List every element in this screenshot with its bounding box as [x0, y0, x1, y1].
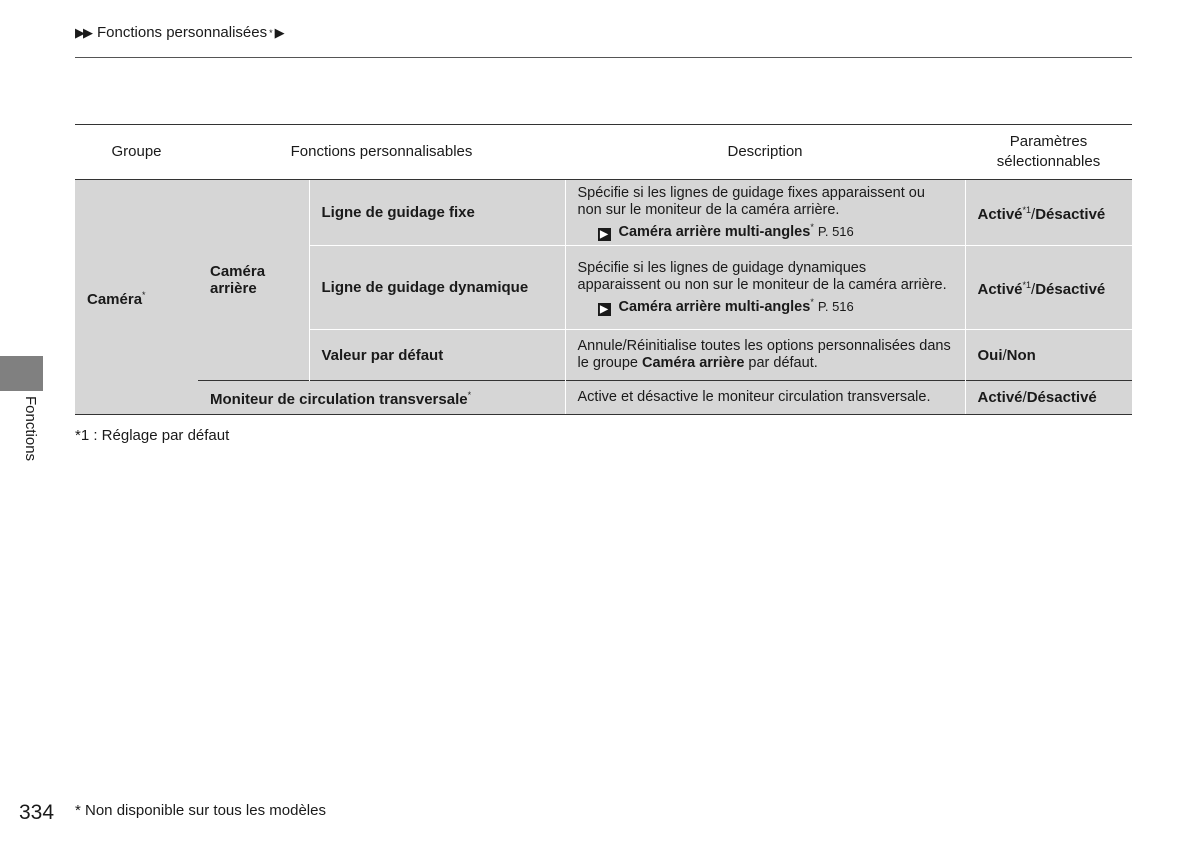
availability-star: *: [142, 289, 146, 300]
params-cell: [965, 246, 1132, 330]
function-label: Valeur par défaut: [321, 346, 444, 364]
description-cell: [565, 180, 965, 246]
params-cell: [965, 180, 1132, 246]
param-separator: /: [1031, 206, 1036, 223]
group-cell: [75, 180, 198, 415]
param-option-a: Activé: [977, 389, 1023, 406]
param-separator: /: [1022, 389, 1027, 406]
table-row: [75, 180, 1132, 246]
availability-note: * Non disponible sur tous les modèles: [75, 802, 326, 819]
params-cell: [965, 330, 1132, 381]
header-rule: [75, 57, 1132, 58]
group-label: Caméra: [87, 290, 143, 308]
header-group: Groupe: [75, 125, 198, 180]
function-label: Ligne de guidage dynamique: [321, 279, 529, 296]
section-tab-label: Fonctions: [22, 396, 39, 462]
subgroup-label: Caméra arrière: [210, 263, 266, 297]
params-cell: [965, 381, 1132, 415]
table-header-row: [75, 125, 1132, 180]
availability-star: *: [269, 27, 273, 38]
description-text: Spécifie si les lignes de guidage fixes apparaissent ou non sur le moniteur de la caméra arrière.: [577, 184, 925, 218]
section-tab-marker: [0, 356, 43, 391]
footnote: *1 : Réglage par défaut: [75, 427, 230, 444]
header-description: Description: [565, 125, 965, 180]
function-cell: [309, 180, 565, 246]
description-text: Active et désactive le moniteur circulation transversale.: [577, 389, 931, 405]
reference-label: Caméra arrière multi-angles: [618, 223, 811, 240]
cross-reference[interactable]: [578, 219, 953, 241]
description-bold: Caméra arrière: [642, 355, 745, 371]
table-row: [75, 381, 1132, 415]
param-option-b: Désactivé: [1026, 389, 1097, 406]
description-cell: [565, 330, 965, 381]
cross-reference[interactable]: [578, 294, 953, 316]
availability-star: *: [810, 221, 814, 232]
reference-page: P. 516: [817, 223, 854, 239]
param-separator: /: [1002, 346, 1007, 364]
breadcrumb[interactable]: [75, 24, 287, 41]
header-params: Paramètres sélectionnables: [965, 125, 1132, 180]
reference-label: Caméra arrière multi-angles: [618, 298, 811, 315]
reference-arrow-icon: ▶: [598, 303, 611, 316]
param-option-b: Désactivé: [1035, 281, 1106, 298]
custom-functions-table: [75, 124, 1132, 415]
availability-star: *: [467, 390, 472, 400]
availability-star: *: [810, 296, 814, 307]
double-triangle-icon: ▶▶: [75, 24, 91, 40]
param-option-a: Activé: [977, 281, 1023, 298]
function-cell: [198, 381, 565, 415]
param-option-a: Oui: [977, 346, 1003, 364]
param-option-b: Non: [1006, 346, 1036, 364]
subgroup-cell: [198, 180, 309, 381]
description-cell: [565, 246, 965, 330]
param-option-b: Désactivé: [1035, 206, 1106, 223]
description-text: Spécifie si les lignes de guidage dynamiques apparaissent ou non sur le moniteur de la caméra arrière.: [577, 259, 947, 293]
default-note: *1: [1022, 280, 1032, 290]
breadcrumb-label: Fonctions personnalisées: [97, 24, 268, 41]
description-text-end: par défaut.: [744, 355, 818, 371]
param-separator: /: [1031, 281, 1036, 298]
reference-arrow-icon: ▶: [598, 228, 611, 241]
reference-page: P. 516: [817, 298, 854, 314]
description-text: Annule/Réinitialise toutes les options personnalisées dans le groupe: [577, 338, 951, 371]
function-label: Moniteur de circulation transversale: [210, 391, 468, 408]
default-note: *1: [1022, 205, 1032, 215]
function-label: Ligne de guidage fixe: [321, 204, 475, 221]
triangle-icon: ▶: [274, 24, 283, 40]
page-number: 334: [19, 801, 55, 824]
function-cell: [309, 246, 565, 330]
function-cell: [309, 330, 565, 381]
header-functions: Fonctions personnalisables: [198, 125, 565, 180]
param-option-a: Activé: [977, 206, 1023, 223]
description-cell: [565, 381, 965, 415]
